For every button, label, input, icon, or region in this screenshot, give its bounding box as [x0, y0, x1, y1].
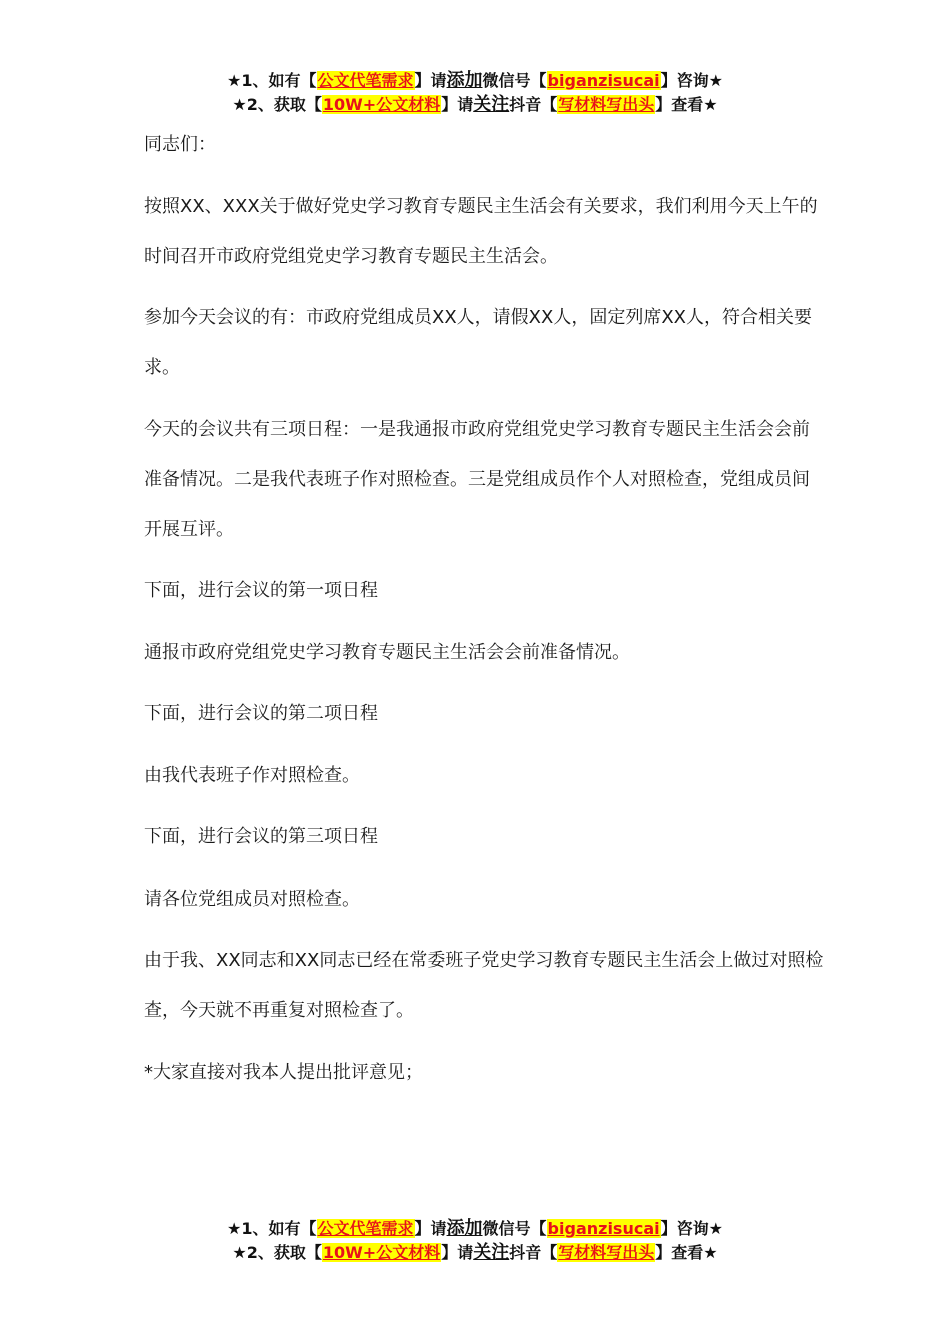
banner-text: 】咨询★	[660, 1219, 723, 1238]
banner-text: ★2、获取【	[232, 1243, 322, 1262]
paragraph-agenda: 今天的会议共有三项日程：一是我通报市政府党组党史学习教育专题民主生活会会前准备情况。二是我代表班子作对照检查。三是党组成员作个人对照检查，党组成员间开展互评。	[144, 419, 810, 540]
banner-highlight: 公文代笔需求	[317, 71, 414, 90]
paragraph-note: 由于我、XX同志和XX同志已经在常委班子党史学习教育专题民主生活会上做过对照检查，今天就不再重复对照检查了。	[144, 950, 824, 1021]
paragraph-item-1-content: 通报市政府党组党史学习教育专题民主生活会会前准备情况。	[144, 642, 630, 663]
banner-text: ★1、如有【	[227, 71, 317, 90]
banner-line-1	[0, 69, 950, 93]
banner-text: 微信号【	[482, 1219, 547, 1238]
paragraph-item-2-heading: 下面，进行会议的第二项日程	[144, 703, 378, 724]
banner-highlight: 10W+公文材料	[322, 95, 441, 114]
paragraph-criticism: *大家直接对我本人提出批评意见；	[144, 1062, 423, 1083]
banner-text: 抖音【	[509, 95, 558, 114]
banner-highlight: 写材料写出头	[558, 95, 655, 114]
banner-text: 】查看★	[655, 95, 718, 114]
header-banner	[0, 69, 950, 117]
paragraph-item-3-content: 请各位党组成员对照检查。	[144, 889, 360, 910]
banner-text: 抖音【	[509, 1243, 558, 1262]
banner-emphasis: 添加	[446, 70, 483, 91]
banner-text: 】请	[441, 95, 474, 114]
banner-text: 微信号【	[482, 71, 547, 90]
banner-line-2	[0, 1241, 950, 1265]
banner-text: 】咨询★	[660, 71, 723, 90]
banner-line-1	[0, 1217, 950, 1241]
banner-emphasis: 关注	[473, 94, 510, 115]
paragraph-item-2-content: 由我代表班子作对照检查。	[144, 765, 360, 786]
banner-text: 】请	[414, 71, 447, 90]
banner-text: 】查看★	[655, 1243, 718, 1262]
banner-highlight: biganzisucai	[547, 71, 660, 90]
banner-highlight: 10W+公文材料	[322, 1243, 441, 1262]
banner-text: 】请	[414, 1219, 447, 1238]
banner-line-2	[0, 93, 950, 117]
banner-emphasis: 添加	[446, 1218, 483, 1239]
banner-text: ★2、获取【	[232, 95, 322, 114]
banner-highlight: 写材料写出头	[558, 1243, 655, 1262]
footer-banner	[0, 1217, 950, 1265]
banner-emphasis: 关注	[473, 1242, 510, 1263]
paragraph-attendance: 参加今天会议的有：市政府党组成员XX人，请假XX人，固定列席XX人，符合相关要求。	[144, 307, 812, 378]
banner-text: 】请	[441, 1243, 474, 1262]
banner-highlight: 公文代笔需求	[317, 1219, 414, 1238]
banner-text: ★1、如有【	[227, 1219, 317, 1238]
paragraph-intro: 按照XX、XXX关于做好党史学习教育专题民主生活会有关要求，我们利用今天上午的时间召开市政府党组党史学习教育专题民主生活会。	[144, 196, 818, 267]
banner-highlight: biganzisucai	[547, 1219, 660, 1238]
salutation: 同志们：	[144, 134, 216, 155]
paragraph-item-1-heading: 下面，进行会议的第一项日程	[144, 580, 378, 601]
paragraph-item-3-heading: 下面，进行会议的第三项日程	[144, 826, 378, 847]
